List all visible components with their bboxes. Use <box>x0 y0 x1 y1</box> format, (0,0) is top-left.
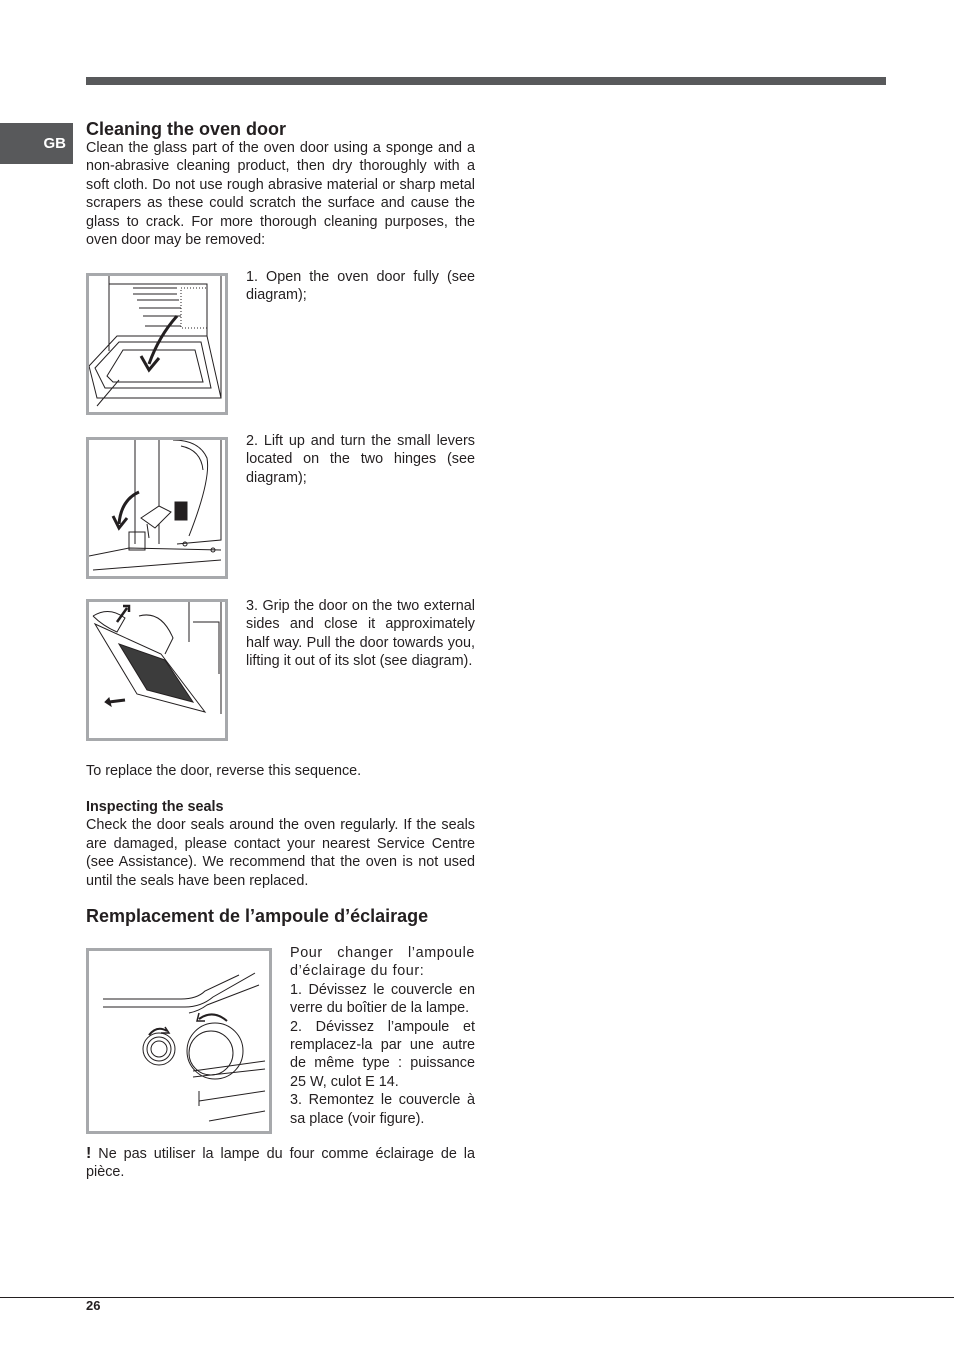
step-2-text: 2. Lift up and turn the small levers located on the two hinges (see diagram); <box>246 433 475 486</box>
lamp-warning <box>86 1145 475 1182</box>
step-1-text: 1. Open the oven door fully (see diagram); <box>246 269 475 304</box>
lamp-line-step-2: 2. Dévissez l’ampoule et remplacez-la par une autre de même type : puissance 25 W, culot E 14. <box>290 1018 475 1090</box>
lamp-instructions <box>290 944 475 1128</box>
hinge-lever-diagram <box>86 437 228 579</box>
language-tab: GB <box>0 123 73 164</box>
cleaning-title: Cleaning the oven door <box>86 119 287 139</box>
page-number: 26 <box>86 1298 101 1313</box>
footer-rule <box>0 1297 954 1298</box>
cleaning-section <box>86 119 475 249</box>
cleaning-intro: Clean the glass part of the oven door using a sponge and a non-abrasive cleaning product, then dry thoroughly with a soft cloth. Do not use rough abrasive material or sharp metal scrapers as these could scratch the surface and cause the glass to crack. For more thorough cleaning purposes, the oven door may be removed: <box>86 140 475 249</box>
warning-mark: ! <box>86 1145 92 1162</box>
remove-door-diagram <box>86 599 228 741</box>
lamp-diagram <box>86 948 272 1134</box>
open-oven-door-diagram <box>86 273 228 415</box>
step-3-text: 3. Grip the door on the two external sides and close it approximately half way. Pull the door towards you, lifting it out of its slot (see diagram). <box>246 598 475 670</box>
seals-body: Check the door seals around the oven regularly. If the seals are damaged, please contact your nearest Service Centre (see Assistance). We recommend that the oven is not used until the seals have been replaced. <box>86 817 475 889</box>
seals-title: Inspecting the seals <box>86 799 224 815</box>
top-rule-bar <box>86 77 886 85</box>
lamp-line-step-3: 3. Remontez le couvercle à sa place (voir figure). <box>290 1092 475 1127</box>
lamp-line-intro: Pour changer l’ampoule d’éclairage du four: <box>290 945 475 980</box>
lamp-warning-text: Ne pas utiliser la lampe du four comme éclairage de la pièce. <box>86 1146 476 1181</box>
seals-section <box>86 798 475 890</box>
lamp-title: Remplacement de l’ampoule d’éclairage <box>86 906 429 926</box>
replace-door-note: To replace the door, reverse this sequence. <box>86 763 362 779</box>
lamp-line-step-1: 1. Dévissez le couvercle en verre du boîtier de la lampe. <box>290 981 475 1017</box>
